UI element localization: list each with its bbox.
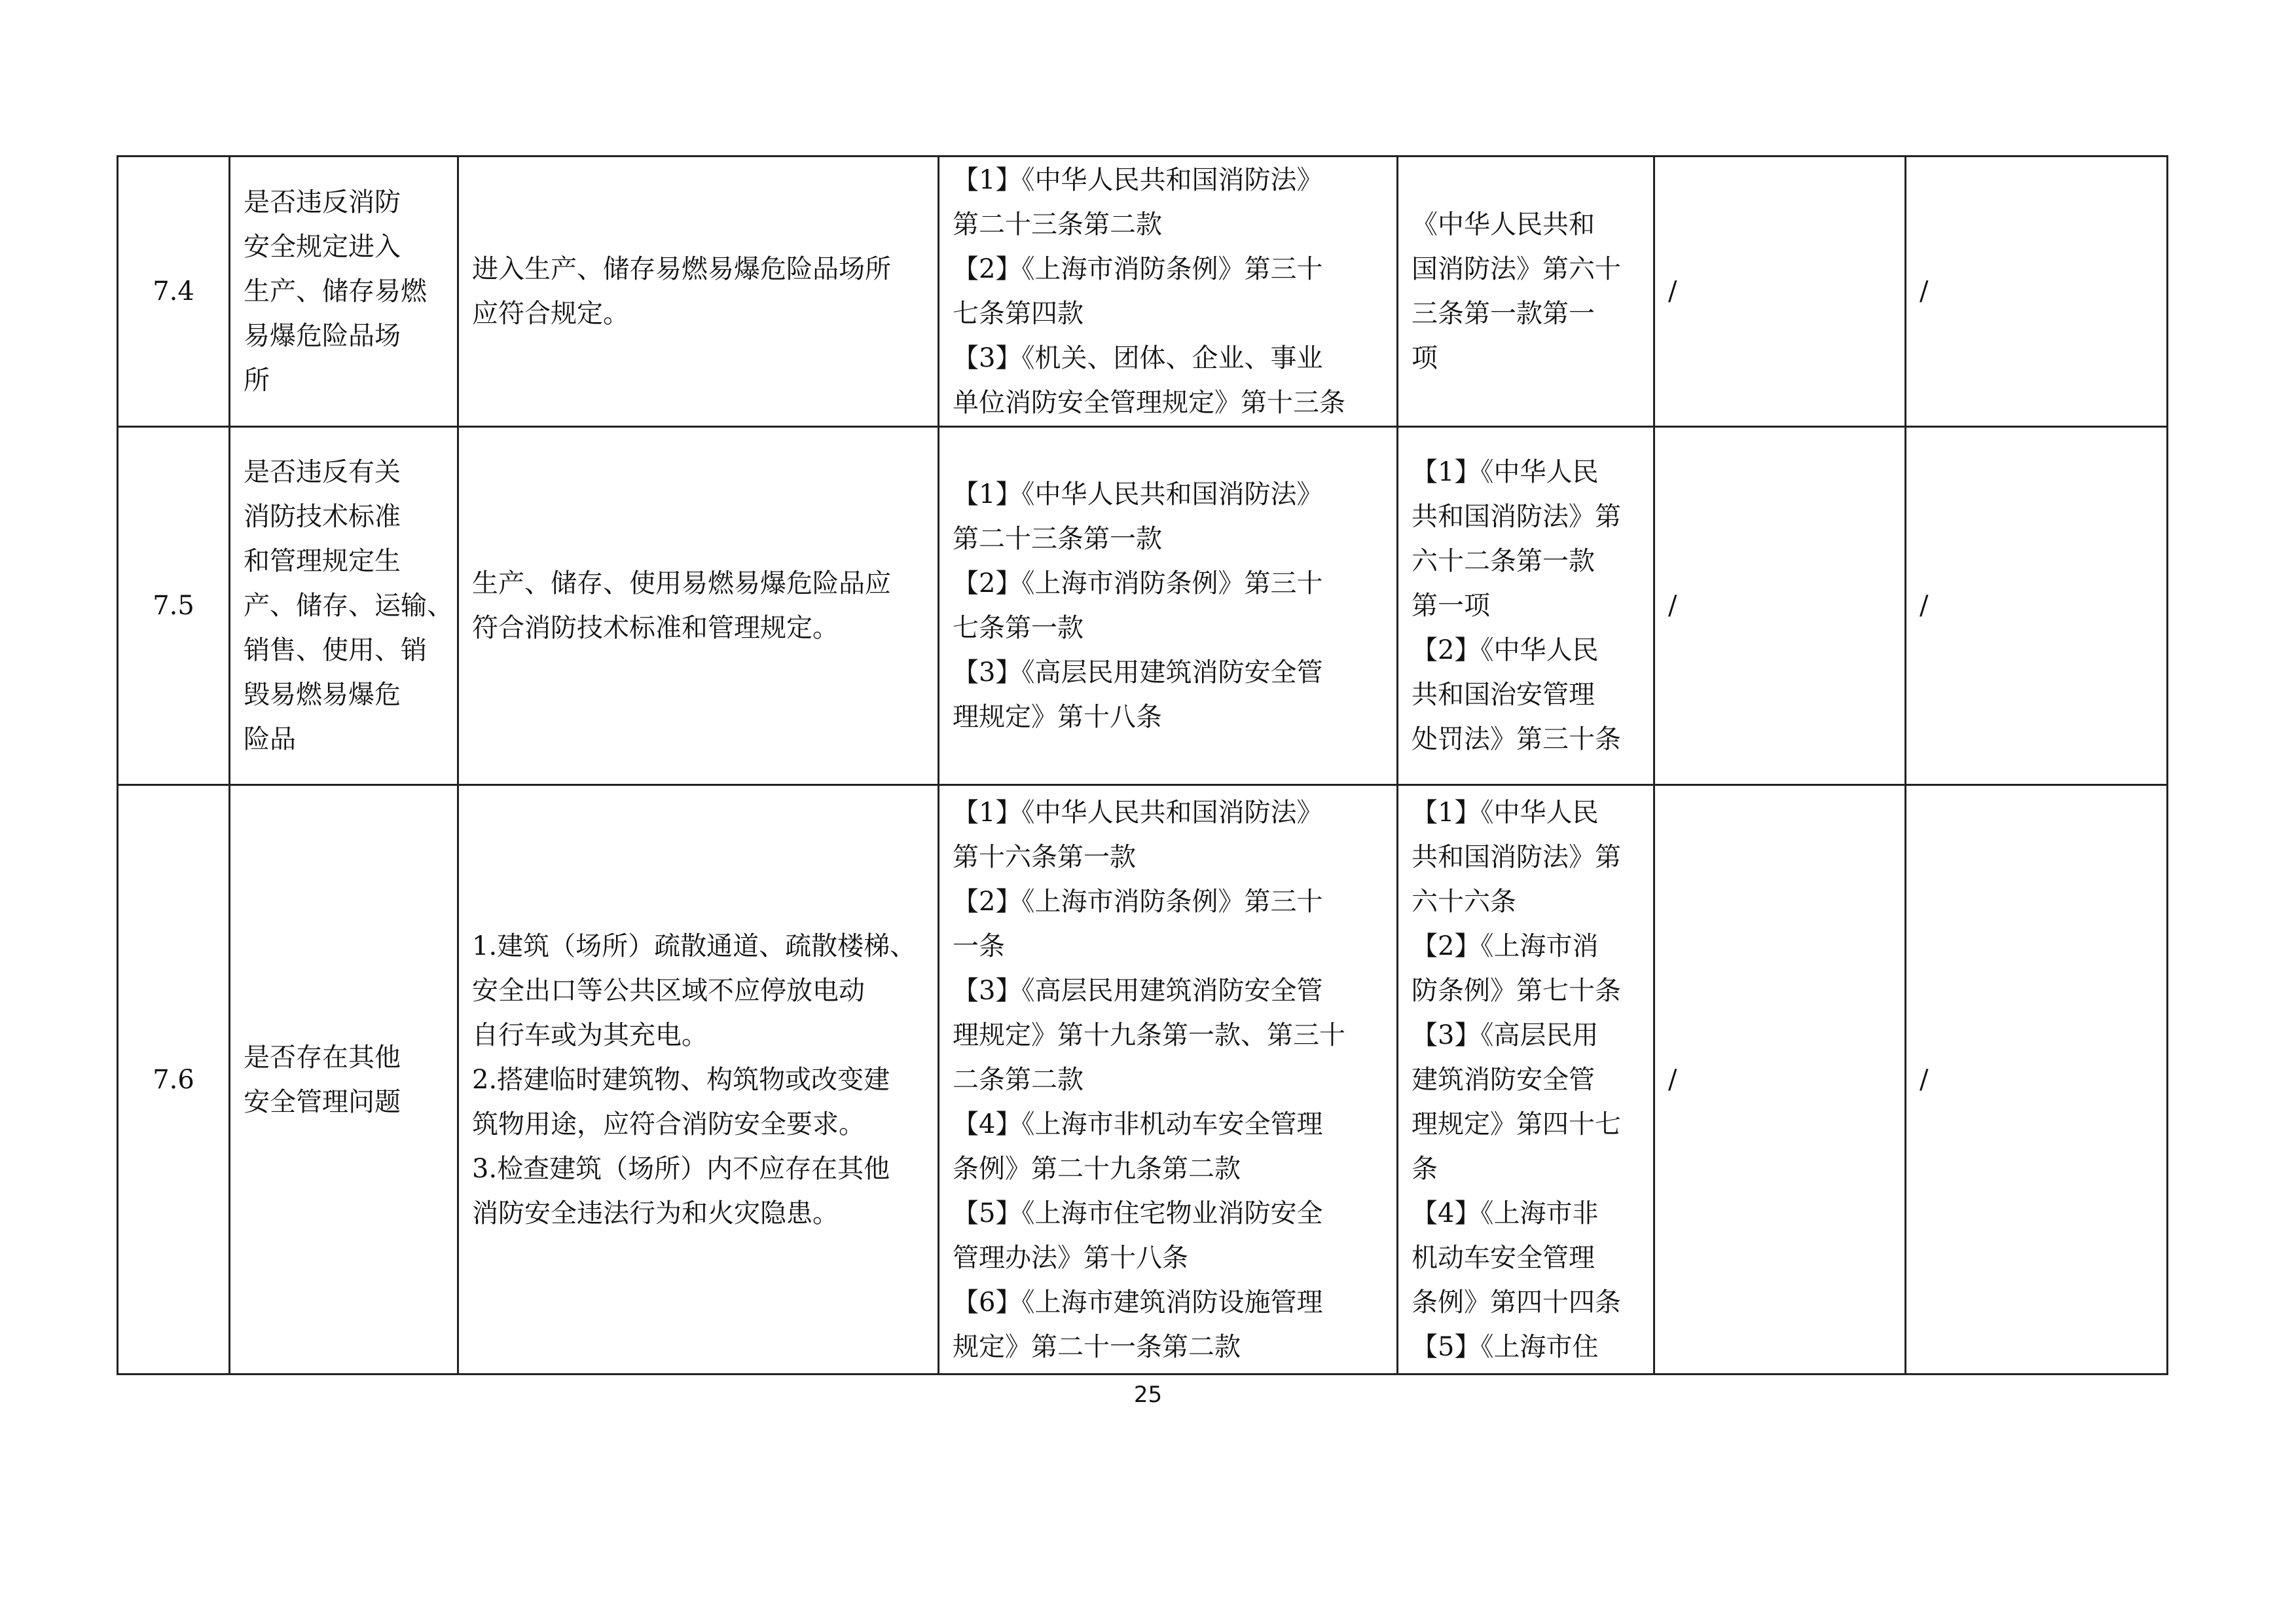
text-line: 七条第一款 — [953, 613, 1084, 643]
text-line: 理规定》第十九条第一款、第三十 — [953, 1020, 1345, 1050]
text-line: 第二十三条第二款 — [953, 210, 1162, 240]
text-line: 二条第二款 — [953, 1064, 1084, 1095]
text-line: 六十二条第一款 — [1412, 546, 1595, 576]
column-6-cell: / — [1654, 157, 1906, 427]
text-line: 【5】《上海市住 — [1412, 1331, 1599, 1362]
legal-basis-cell — [939, 157, 1398, 427]
text-line: 是否存在其他 — [244, 1042, 401, 1073]
item-number: 7.6 — [118, 785, 230, 1375]
text-line: 条例》第四十四条 — [1412, 1287, 1621, 1318]
column-7-cell: / — [1906, 427, 2168, 785]
text-line: 【3】《高层民用建筑消防安全管 — [953, 975, 1323, 1006]
text-line: 【2】《上海市消防条例》第三十 — [953, 254, 1323, 284]
text-line: 【4】《上海市非 — [1412, 1198, 1599, 1228]
item-number: 7.5 — [118, 427, 230, 785]
text-line: 和管理规定生 — [244, 546, 401, 576]
text-line: 三条第一款第一 — [1412, 299, 1595, 329]
check-item-cell — [230, 785, 458, 1375]
text-line: 六十六条 — [1412, 886, 1516, 917]
text-line: 是否违反消防 — [244, 187, 401, 217]
text-line: 1.建筑（场所）疏散通道、疏散楼梯、 — [472, 931, 917, 961]
check-item-cell — [230, 427, 458, 785]
text-line: 第二十三条第一款 — [953, 524, 1162, 554]
text-line: 自行车或为其充电。 — [472, 1020, 708, 1050]
text-line: 【4】《上海市非机动车安全管理 — [953, 1109, 1323, 1139]
text-line: 安全管理问题 — [244, 1086, 401, 1117]
text-line: 国消防法》第六十 — [1412, 254, 1621, 284]
text-line: 筑物用途，应符合消防安全要求。 — [472, 1109, 865, 1139]
text-line: 【1】《中华人民共和国消防法》 — [953, 165, 1323, 195]
table-row-7-6 — [118, 785, 2168, 1375]
item-number: 7.4 — [118, 157, 230, 427]
text-line: 3.检查建筑（场所）内不应存在其他 — [472, 1153, 890, 1184]
text-line: 消防技术标准 — [244, 502, 401, 532]
text-line: 产、储存、运输、 — [244, 591, 453, 621]
text-line: 条例》第二十九条第二款 — [953, 1153, 1241, 1184]
text-line: 第十六条第一款 — [953, 841, 1136, 872]
text-line: 【2】《上海市消防条例》第三十 — [953, 568, 1323, 599]
text-line: 共和国消防法》第 — [1412, 841, 1621, 872]
text-line: 一条 — [953, 931, 1005, 961]
column-7-cell: / — [1906, 785, 2168, 1375]
text-line: 安全出口等公共区域不应停放电动 — [472, 975, 865, 1006]
text-line: 【6】《上海市建筑消防设施管理 — [953, 1287, 1323, 1318]
text-line: 2.搭建临时建筑物、构筑物或改变建 — [472, 1064, 890, 1095]
text-line: 共和国消防法》第 — [1412, 502, 1621, 532]
text-line: 规定》第二十一条第二款 — [953, 1331, 1241, 1362]
column-6-cell: / — [1654, 785, 1906, 1375]
requirement-cell — [458, 427, 939, 785]
legal-basis-cell — [939, 427, 1398, 785]
text-line: 《中华人民共和 — [1412, 210, 1595, 240]
table-row-7-4 — [118, 157, 2168, 427]
text-line: 机动车安全管理 — [1412, 1242, 1595, 1273]
text-line: 理规定》第四十七 — [1412, 1109, 1621, 1139]
text-line: 理规定》第十八条 — [953, 702, 1162, 732]
text-line: 【2】《中华人民 — [1412, 635, 1599, 665]
text-line: 是否违反有关 — [244, 457, 401, 487]
text-line: 【5】《上海市住宅物业消防安全 — [953, 1198, 1323, 1228]
text-line: 建筑消防安全管 — [1412, 1064, 1595, 1095]
text-line: 【1】《中华人民 — [1412, 457, 1599, 487]
text-line: 【2】《上海市消 — [1412, 931, 1599, 961]
text-line: 管理办法》第十八条 — [953, 1242, 1188, 1273]
text-line: 进入生产、储存易燃易爆危险品场所 — [472, 254, 891, 284]
text-line: 【3】《高层民用建筑消防安全管 — [953, 657, 1323, 688]
text-line: 安全规定进入 — [244, 232, 401, 262]
text-line: 条 — [1412, 1153, 1438, 1184]
text-line: 销售、使用、销 — [244, 635, 427, 665]
text-line: 【1】《中华人民共和国消防法》 — [953, 479, 1323, 509]
text-line: 共和国治安管理 — [1412, 680, 1595, 710]
text-line: 防条例》第七十条 — [1412, 975, 1621, 1006]
text-line: 易爆危险品场 — [244, 321, 401, 351]
text-line: 消防安全违法行为和火灾隐患。 — [472, 1198, 839, 1228]
text-line: 险品 — [244, 724, 296, 754]
text-line: 符合消防技术标准和管理规定。 — [472, 613, 839, 643]
text-line: 【3】《高层民用 — [1412, 1020, 1599, 1050]
requirement-cell — [458, 157, 939, 427]
text-line: 第一项 — [1412, 591, 1490, 621]
check-item-cell — [230, 157, 458, 427]
regulation-table — [117, 155, 2168, 1375]
text-line: 单位消防安全管理规定》第十三条 — [953, 388, 1345, 418]
column-7-cell: / — [1906, 157, 2168, 427]
text-line: 七条第四款 — [953, 299, 1084, 329]
text-line: 毁易燃易爆危 — [244, 680, 401, 710]
text-line: 处罚法》第三十条 — [1412, 724, 1621, 754]
table-row-7-5 — [118, 427, 2168, 785]
penalty-basis-cell — [1398, 157, 1654, 427]
text-line: 【2】《上海市消防条例》第三十 — [953, 886, 1323, 917]
text-line: 生产、储存易燃 — [244, 276, 427, 306]
text-line: 【1】《中华人民共和国消防法》 — [953, 797, 1323, 828]
requirement-cell — [458, 785, 939, 1375]
column-6-cell: / — [1654, 427, 1906, 785]
penalty-basis-cell — [1398, 785, 1654, 1375]
legal-basis-cell — [939, 785, 1398, 1375]
text-line: 应符合规定。 — [472, 299, 629, 329]
text-line: 所 — [244, 365, 270, 396]
text-line: 生产、储存、使用易燃易爆危险品应 — [472, 568, 891, 599]
penalty-basis-cell — [1398, 427, 1654, 785]
text-line: 【1】《中华人民 — [1412, 797, 1599, 828]
text-line: 【3】《机关、团体、企业、事业 — [953, 343, 1323, 373]
text-line: 项 — [1412, 343, 1438, 373]
page-number: 25 — [1133, 1382, 1163, 1408]
